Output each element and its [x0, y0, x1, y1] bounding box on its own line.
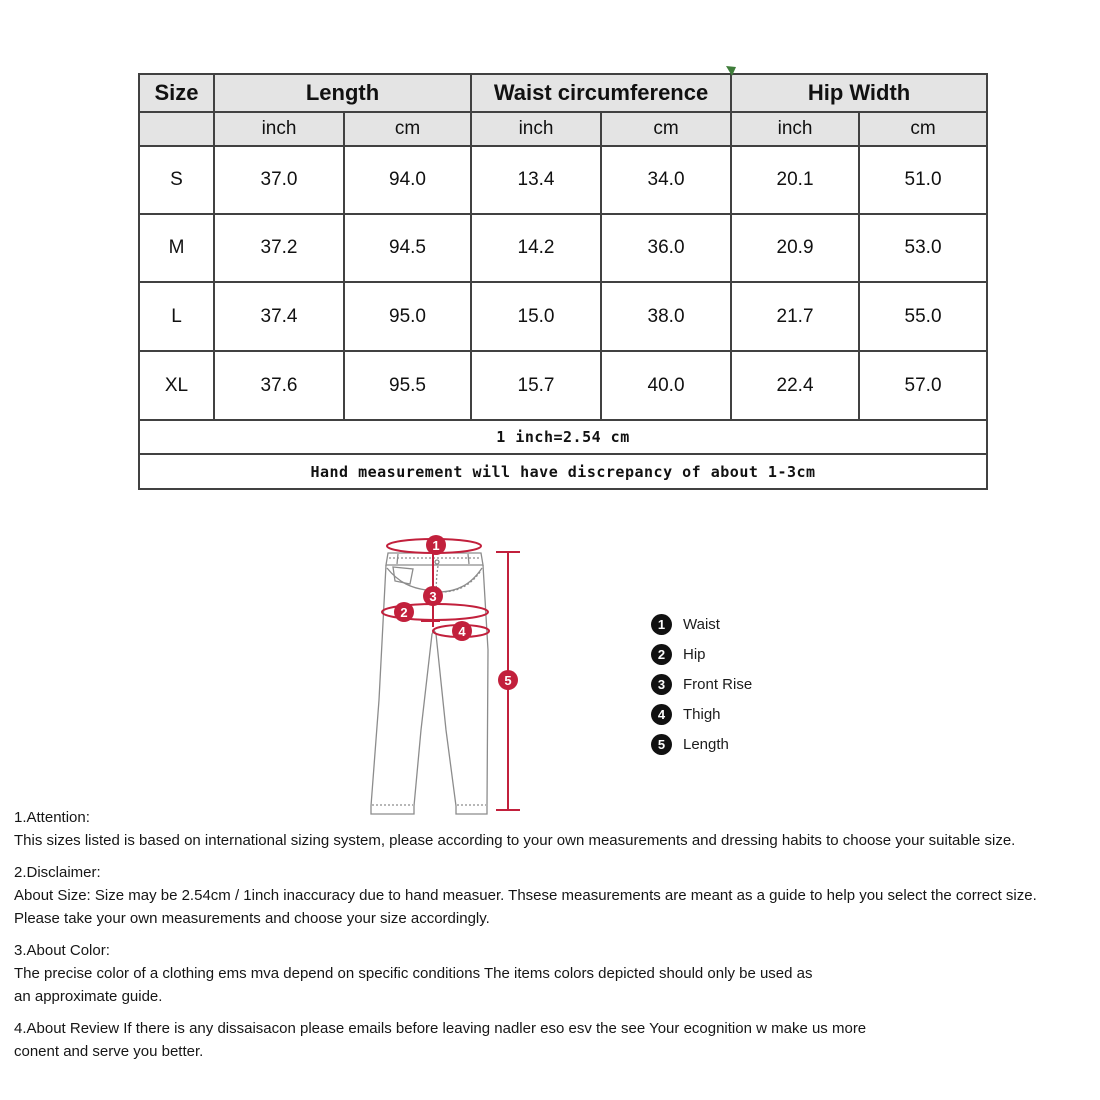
- legend-item-waist: [651, 609, 752, 639]
- table-cell: 37.2: [214, 214, 344, 282]
- legend-label: Waist: [683, 615, 720, 633]
- marker-5-length-icon: [498, 670, 518, 690]
- table-cell: 53.0: [859, 214, 987, 282]
- table-row-l: [139, 282, 987, 351]
- note-line: Please take your own measurements and choose your size accordingly.: [14, 910, 490, 927]
- table-cell: 55.0: [859, 282, 987, 351]
- table-cell: 36.0: [601, 214, 731, 282]
- table-cell: 95.5: [344, 351, 471, 420]
- column-header-size: Size: [139, 74, 214, 112]
- note-line: The precise color of a clothing ems mva depend on specific conditions The items colors depicted should only be used as: [14, 965, 813, 982]
- svg-text:1: 1: [432, 538, 440, 553]
- legend-item-front-rise: [651, 669, 752, 699]
- note-disclaimer: [14, 861, 1100, 930]
- unit-header: inch: [471, 112, 601, 146]
- table-cell: 20.9: [731, 214, 859, 282]
- table-cell: 94.0: [344, 146, 471, 214]
- note-line: 1.Attention:: [14, 809, 90, 826]
- size-label: M: [139, 214, 214, 282]
- table-cell: 38.0: [601, 282, 731, 351]
- unit-header: cm: [601, 112, 731, 146]
- unit-header: cm: [859, 112, 987, 146]
- legend-number-badge: 4: [651, 704, 672, 725]
- marker-1-waist-icon: [426, 535, 446, 555]
- svg-text:3: 3: [429, 589, 437, 604]
- note-line: 3.About Color:: [14, 942, 110, 959]
- column-header-hip: Hip Width: [731, 74, 987, 112]
- size-chart-table: [138, 73, 988, 490]
- table-cell: 21.7: [731, 282, 859, 351]
- svg-text:2: 2: [400, 605, 408, 620]
- size-label: L: [139, 282, 214, 351]
- table-cell: 95.0: [344, 282, 471, 351]
- unit-header: cm: [344, 112, 471, 146]
- unit-header: inch: [214, 112, 344, 146]
- legend-label: Hip: [683, 645, 706, 663]
- note-line: conent and serve you better.: [14, 1043, 204, 1060]
- table-cell: 57.0: [859, 351, 987, 420]
- note-line: About Size: Size may be 2.54cm / 1inch inaccuracy due to hand measuer. Thsese measurements are meant as a guide to help you select the correct size.: [14, 887, 1037, 904]
- table-cell: 13.4: [471, 146, 601, 214]
- table-row-xl: [139, 351, 987, 420]
- marker-4-thigh-icon: [452, 621, 472, 641]
- size-label: XL: [139, 351, 214, 420]
- green-corner-marker-icon: [726, 66, 736, 76]
- table-cell: 37.0: [214, 146, 344, 214]
- note-about-review: [14, 1017, 1100, 1063]
- note-line: 2.Disclaimer:: [14, 864, 101, 881]
- table-cell: 15.0: [471, 282, 601, 351]
- table-row-s: [139, 146, 987, 214]
- table-cell: 37.4: [214, 282, 344, 351]
- legend-label: Thigh: [683, 705, 721, 723]
- table-cell: 51.0: [859, 146, 987, 214]
- legend-item-length: [651, 729, 752, 759]
- notes-section: [14, 806, 1100, 1072]
- unit-header-blank: [139, 112, 214, 146]
- note-line: an approximate guide.: [14, 988, 163, 1005]
- note-about-color: [14, 939, 1100, 1008]
- legend-label: Front Rise: [683, 675, 753, 693]
- svg-text:5: 5: [504, 673, 512, 688]
- table-cell: 34.0: [601, 146, 731, 214]
- measurement-legend: [651, 609, 752, 759]
- marker-2-hip-icon: [394, 602, 414, 622]
- column-header-length: Length: [214, 74, 471, 112]
- table-cell: 40.0: [601, 351, 731, 420]
- legend-number-badge: 1: [651, 614, 672, 635]
- column-header-waist: Waist circumference: [471, 74, 731, 112]
- hand-measurement-note: Hand measurement will have discrepancy of about 1-3cm: [139, 454, 987, 489]
- note-line: 4.About Review If there is any dissaisacon please emails before leaving nadler eso esv the see Your ecognition w make us more: [14, 1020, 867, 1037]
- unit-header: inch: [731, 112, 859, 146]
- legend-number-badge: 2: [651, 644, 672, 665]
- table-cell: 94.5: [344, 214, 471, 282]
- table-row-m: [139, 214, 987, 282]
- svg-text:4: 4: [458, 624, 466, 639]
- table-cell: 22.4: [731, 351, 859, 420]
- inch-conversion-note: 1 inch=2.54 cm: [139, 420, 987, 454]
- legend-label: Length: [683, 735, 729, 753]
- marker-3-front-rise-icon: [423, 586, 443, 606]
- table-cell: 14.2: [471, 214, 601, 282]
- legend-item-hip: [651, 639, 752, 669]
- pants-measurement-diagram: [352, 524, 534, 826]
- note-line: This sizes listed is based on international sizing system, please according to your own measurements and dressing habits to choose your suitable size.: [14, 832, 1016, 849]
- measurement-markers: [394, 535, 518, 690]
- legend-number-badge: 3: [651, 674, 672, 695]
- legend-item-thigh: [651, 699, 752, 729]
- legend-number-badge: 5: [651, 734, 672, 755]
- table-cell: 15.7: [471, 351, 601, 420]
- size-label: S: [139, 146, 214, 214]
- note-attention: [14, 806, 1100, 852]
- table-cell: 20.1: [731, 146, 859, 214]
- table-cell: 37.6: [214, 351, 344, 420]
